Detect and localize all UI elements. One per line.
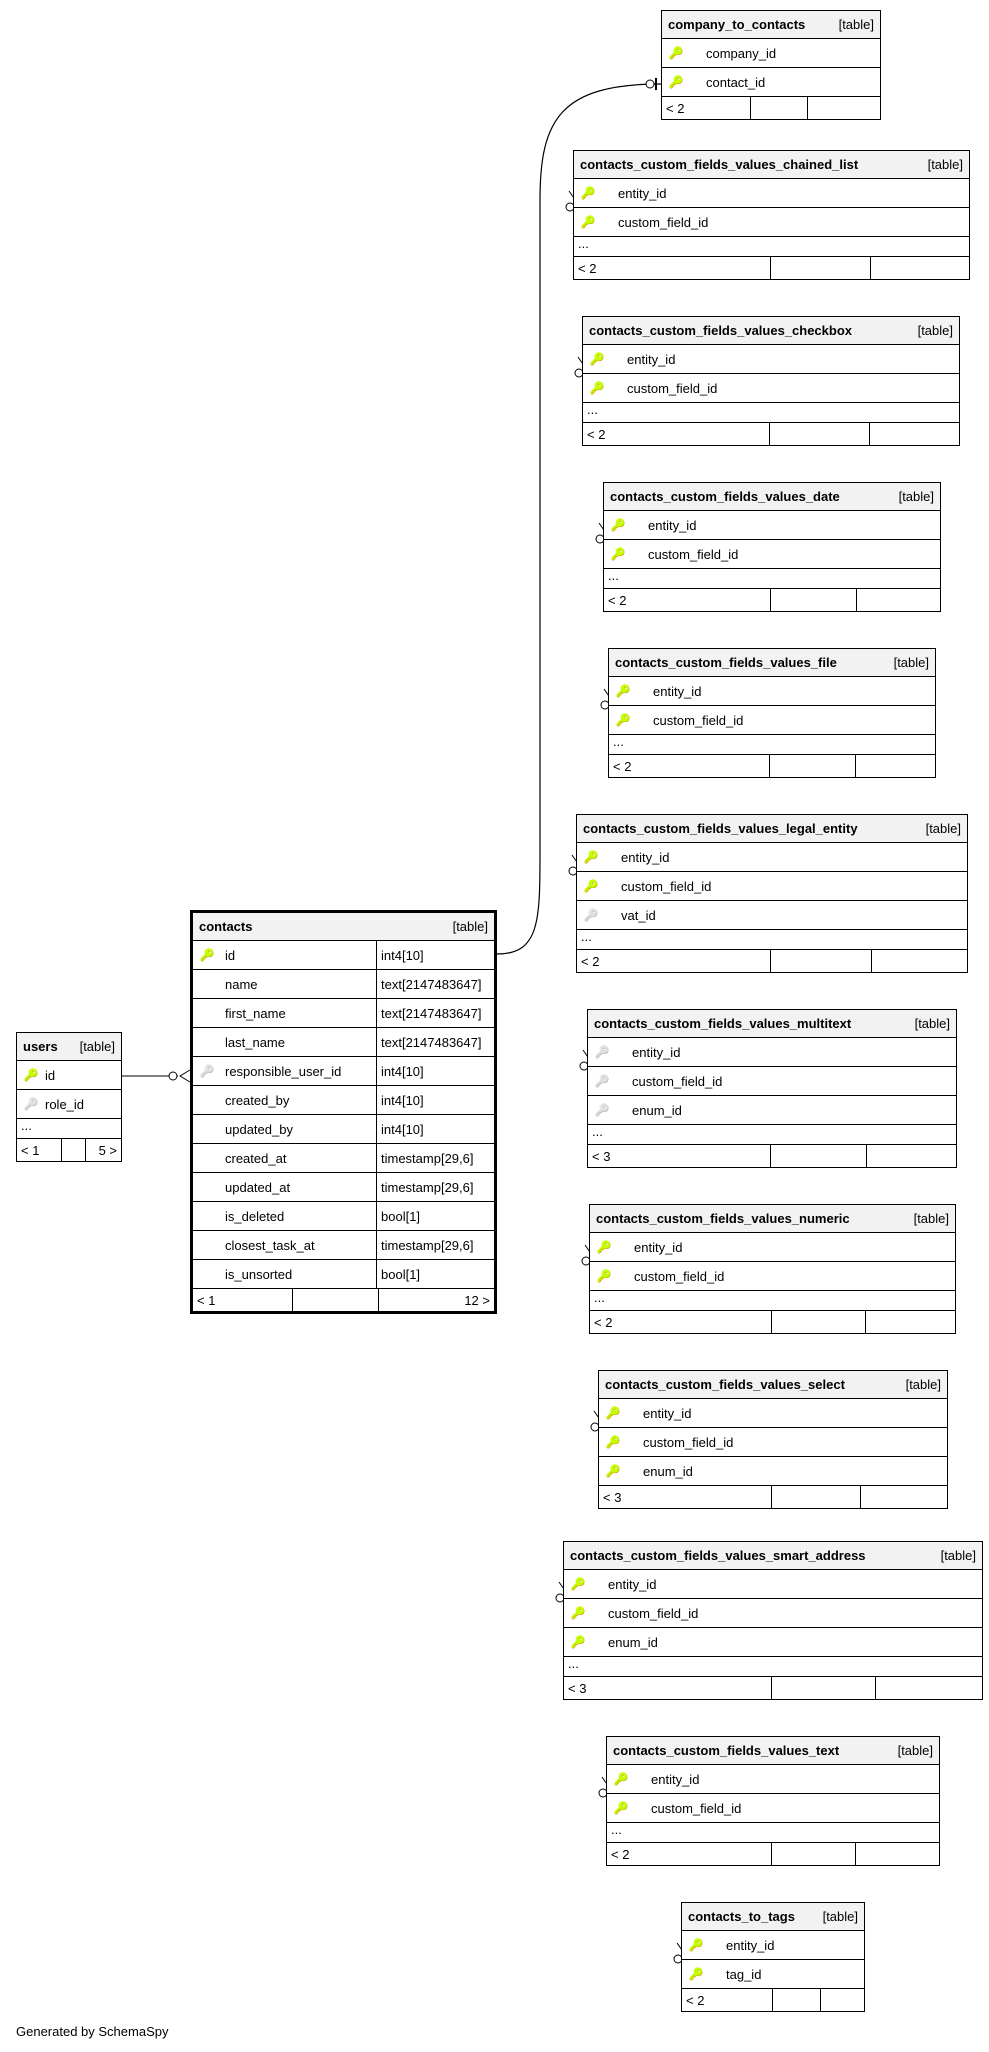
relationship-count[interactable]: [769, 755, 855, 777]
column-name: id: [45, 1067, 56, 1083]
relationship-count[interactable]: [770, 1145, 866, 1167]
crowfoot-marker: [180, 1070, 190, 1082]
table-contacts-to-tags[interactable]: [681, 1902, 865, 2012]
relationship-count[interactable]: [865, 1311, 953, 1333]
foreign-key-icon: 🔑: [594, 1103, 610, 1117]
column-name: is_unsorted: [225, 1266, 293, 1282]
relationship-count[interactable]: [875, 1677, 980, 1699]
table-footer: [574, 257, 969, 279]
column-name: responsible_user_id: [225, 1063, 342, 1079]
table-row[interactable]: [577, 872, 967, 901]
table-type-tag: [table]: [838, 17, 874, 32]
column-name: custom_field_id: [621, 878, 712, 894]
relationship-count[interactable]: [807, 97, 878, 119]
table-contacts-custom-fields-values-select[interactable]: [598, 1370, 948, 1509]
column-type: text[2147483647]: [376, 1028, 494, 1056]
column-name: custom_field_id: [653, 712, 744, 728]
optional-marker: [169, 1072, 177, 1080]
primary-key-icon: 🔑: [610, 518, 626, 532]
column-name: custom_field_id: [648, 546, 739, 562]
column-name: entity_id: [643, 1405, 692, 1421]
table-row[interactable]: [607, 1794, 939, 1823]
column-name: role_id: [45, 1096, 85, 1112]
relationship-count[interactable]: 5 >: [85, 1139, 121, 1161]
table-name[interactable]: contacts_custom_fields_values_checkbox: [589, 323, 853, 338]
relationship-count[interactable]: < 2: [666, 100, 685, 116]
primary-key-icon: 🔑: [605, 1406, 621, 1420]
primary-key-icon: 🔑: [688, 1967, 704, 1981]
table-type-tag: [table]: [822, 1909, 858, 1924]
relationship-count[interactable]: 12 >: [378, 1289, 494, 1311]
table-type-tag: [table]: [914, 1016, 950, 1031]
primary-key-icon: 🔑: [610, 547, 626, 561]
relationship-count[interactable]: < 2: [578, 260, 597, 276]
table-header: [17, 1033, 121, 1061]
column-type: bool[1]: [376, 1202, 494, 1230]
table-name[interactable]: users: [23, 1039, 58, 1054]
table-header: [599, 1371, 947, 1399]
table-row[interactable]: [17, 1061, 121, 1090]
relationship-count[interactable]: < 2: [611, 1846, 630, 1862]
table-row[interactable]: [599, 1399, 947, 1428]
table-name[interactable]: contacts_custom_fields_values_file: [615, 655, 837, 670]
column-type: int4[10]: [376, 941, 494, 969]
column-name: enum_id: [643, 1463, 693, 1479]
table-contacts-custom-fields-values-date[interactable]: [603, 482, 941, 612]
relationship-count[interactable]: [769, 423, 869, 445]
table-name[interactable]: contacts_custom_fields_values_smart_address: [570, 1548, 866, 1563]
column-name: id: [225, 947, 236, 963]
relationship-count[interactable]: < 2: [587, 426, 606, 442]
relationship-count[interactable]: [869, 423, 957, 445]
column-name: custom_field_id: [643, 1434, 734, 1450]
table-header: [604, 483, 940, 511]
table-row[interactable]: [193, 1057, 494, 1086]
relationship-count[interactable]: [771, 1486, 860, 1508]
table-row[interactable]: [583, 345, 959, 374]
more-columns-ellipsis: ...: [577, 930, 967, 950]
table-header: [609, 649, 935, 677]
column-name: updated_at: [225, 1179, 291, 1195]
column-name: company_id: [706, 45, 777, 61]
table-row[interactable]: [609, 706, 935, 735]
table-type-tag: [table]: [452, 919, 488, 934]
table-name[interactable]: contacts_to_tags: [688, 1909, 795, 1924]
table-row[interactable]: [577, 843, 967, 872]
table-header: [193, 913, 494, 941]
generated-by-footer: Generated by SchemaSpy: [16, 2024, 169, 2039]
table-row[interactable]: [193, 941, 494, 970]
table-type-tag: [table]: [898, 489, 934, 504]
relationship-count[interactable]: < 3: [603, 1489, 622, 1505]
primary-key-icon: 🔑: [596, 1240, 612, 1254]
table-row[interactable]: [604, 540, 940, 569]
column-name: updated_by: [225, 1121, 293, 1137]
table-name[interactable]: contacts_custom_fields_values_chained_list: [580, 157, 859, 172]
optional-marker: [646, 80, 654, 88]
table-footer: [662, 97, 880, 119]
column-name: name: [225, 976, 258, 992]
table-header: [574, 151, 969, 179]
column-type: text[2147483647]: [376, 999, 494, 1027]
table-row[interactable]: [574, 179, 969, 208]
relationship-count[interactable]: < 1: [21, 1142, 40, 1158]
relationship-count[interactable]: [770, 950, 871, 972]
column-name: entity_id: [634, 1239, 683, 1255]
table-header: [590, 1205, 955, 1233]
table-row[interactable]: [193, 1028, 494, 1057]
table-name[interactable]: contacts: [199, 919, 253, 934]
column-name: custom_field_id: [632, 1073, 723, 1089]
relationship-count[interactable]: [871, 950, 965, 972]
relationship-count[interactable]: < 2: [594, 1314, 613, 1330]
column-name: last_name: [225, 1034, 285, 1050]
relationship-count[interactable]: [770, 589, 856, 611]
table-type-tag: [table]: [905, 1377, 941, 1392]
table-type-tag: [table]: [897, 1743, 933, 1758]
primary-key-icon: 🔑: [615, 713, 631, 727]
table-header: [564, 1542, 982, 1570]
primary-key-icon: 🔑: [199, 948, 215, 962]
table-row[interactable]: [193, 1202, 494, 1231]
primary-key-icon: 🔑: [583, 879, 599, 893]
column-type: text[2147483647]: [376, 970, 494, 998]
table-footer: [604, 589, 940, 611]
column-name: closest_task_at: [225, 1237, 315, 1253]
table-row[interactable]: [662, 68, 880, 97]
table-row[interactable]: [588, 1038, 956, 1067]
primary-key-icon: 🔑: [668, 46, 684, 60]
table-footer: [564, 1677, 982, 1699]
relationship-count[interactable]: [856, 589, 938, 611]
table-users[interactable]: [16, 1032, 122, 1162]
table-type-tag: [table]: [913, 1211, 949, 1226]
table-contacts-custom-fields-values-text[interactable]: [606, 1736, 940, 1866]
table-name[interactable]: contacts_custom_fields_values_select: [605, 1377, 845, 1392]
relationship-count[interactable]: [771, 1311, 865, 1333]
table-row[interactable]: [193, 970, 494, 999]
column-name: first_name: [225, 1005, 286, 1021]
table-footer: [609, 755, 935, 777]
table-row[interactable]: [193, 1144, 494, 1173]
table-row[interactable]: [609, 677, 935, 706]
table-footer: [577, 950, 967, 972]
table-row[interactable]: [588, 1067, 956, 1096]
primary-key-icon: 🔑: [589, 381, 605, 395]
relationship-count[interactable]: [770, 257, 870, 279]
column-type: int4[10]: [376, 1115, 494, 1143]
column-name: tag_id: [726, 1966, 762, 1982]
relationship-count[interactable]: [292, 1289, 378, 1311]
relationship-count[interactable]: < 2: [613, 758, 632, 774]
primary-key-icon: 🔑: [596, 1269, 612, 1283]
table-contacts-custom-fields-values-chained-list[interactable]: [573, 150, 970, 280]
table-contacts-custom-fields-values-smart-address[interactable]: [563, 1541, 983, 1700]
column-type: timestamp[29,6]: [376, 1231, 494, 1259]
column-name: custom_field_id: [634, 1268, 725, 1284]
relationship-count[interactable]: [855, 755, 933, 777]
more-columns-ellipsis: ...: [583, 403, 959, 423]
table-row[interactable]: [662, 39, 880, 68]
column-type: timestamp[29,6]: [376, 1144, 494, 1172]
more-columns-ellipsis: ...: [574, 237, 969, 257]
column-name: custom_field_id: [651, 1800, 742, 1816]
table-row[interactable]: [682, 1960, 864, 1989]
more-columns-ellipsis: ...: [604, 569, 940, 589]
column-name: entity_id: [632, 1044, 681, 1060]
table-row[interactable]: [590, 1262, 955, 1291]
column-name: entity_id: [608, 1576, 657, 1592]
table-row[interactable]: [588, 1096, 956, 1125]
table-footer: [17, 1139, 121, 1161]
column-name: contact_id: [706, 74, 766, 90]
foreign-key-icon: 🔑: [594, 1074, 610, 1088]
column-name: enum_id: [608, 1634, 658, 1650]
table-name[interactable]: contacts_custom_fields_values_date: [610, 489, 840, 504]
relationship-count[interactable]: < 2: [608, 592, 627, 608]
table-row[interactable]: [193, 1115, 494, 1144]
table-footer: [583, 423, 959, 445]
primary-key-icon: 🔑: [570, 1577, 586, 1591]
table-contacts-custom-fields-values-numeric[interactable]: [589, 1204, 956, 1334]
relationship-count[interactable]: [860, 1486, 945, 1508]
foreign-key-icon: 🔑: [199, 1064, 215, 1078]
table-contacts-custom-fields-values-checkbox[interactable]: [582, 316, 960, 446]
primary-key-icon: 🔑: [668, 75, 684, 89]
more-columns-ellipsis: ...: [609, 735, 935, 755]
relationship-count[interactable]: [771, 1677, 875, 1699]
table-header: [662, 11, 880, 39]
table-contacts-custom-fields-values-file[interactable]: [608, 648, 936, 778]
table-name[interactable]: contacts_custom_fields_values_multitext: [594, 1016, 852, 1031]
column-type: timestamp[29,6]: [376, 1173, 494, 1201]
table-header: [577, 815, 967, 843]
primary-key-icon: 🔑: [688, 1938, 704, 1952]
table-header: [607, 1737, 939, 1765]
table-footer: [588, 1145, 956, 1167]
column-name: custom_field_id: [618, 214, 709, 230]
table-header: [588, 1010, 956, 1038]
table-row[interactable]: [682, 1931, 864, 1960]
primary-key-icon: 🔑: [605, 1435, 621, 1449]
table-name[interactable]: company_to_contacts: [668, 17, 806, 32]
table-name[interactable]: contacts_custom_fields_values_legal_entity: [583, 821, 858, 836]
table-name[interactable]: contacts_custom_fields_values_text: [613, 1743, 840, 1758]
column-name: custom_field_id: [627, 380, 718, 396]
relationship-count[interactable]: < 1: [197, 1292, 216, 1308]
table-row[interactable]: [577, 901, 967, 930]
column-name: entity_id: [627, 351, 676, 367]
primary-key-icon: 🔑: [613, 1801, 629, 1815]
relationship-count[interactable]: [772, 1989, 820, 2011]
table-footer: [599, 1486, 947, 1508]
more-columns-ellipsis: ...: [564, 1657, 982, 1677]
table-row[interactable]: [590, 1233, 955, 1262]
primary-key-icon: 🔑: [613, 1772, 629, 1786]
foreign-key-icon: 🔑: [23, 1097, 39, 1111]
table-contacts[interactable]: [190, 910, 497, 1314]
table-contacts-custom-fields-values-legal-entity[interactable]: [576, 814, 968, 973]
table-row[interactable]: [604, 511, 940, 540]
primary-key-icon: 🔑: [615, 684, 631, 698]
table-row[interactable]: [599, 1457, 947, 1486]
primary-key-icon: 🔑: [580, 186, 596, 200]
table-row[interactable]: [193, 1086, 494, 1115]
more-columns-ellipsis: ...: [588, 1125, 956, 1145]
column-name: entity_id: [648, 517, 697, 533]
table-row[interactable]: [607, 1765, 939, 1794]
column-name: custom_field_id: [608, 1605, 699, 1621]
table-row[interactable]: [17, 1090, 121, 1119]
table-footer: [590, 1311, 955, 1333]
table-contacts-custom-fields-values-multitext[interactable]: [587, 1009, 957, 1168]
table-name[interactable]: contacts_custom_fields_values_numeric: [596, 1211, 850, 1226]
primary-key-icon: 🔑: [583, 850, 599, 864]
table-row[interactable]: [574, 208, 969, 237]
table-type-tag: [table]: [940, 1548, 976, 1563]
column-type: bool[1]: [376, 1260, 494, 1288]
table-row[interactable]: [564, 1570, 982, 1599]
relationship-count[interactable]: < 2: [686, 1992, 705, 2008]
table-type-tag: [table]: [927, 157, 963, 172]
relationship-count[interactable]: < 3: [592, 1148, 611, 1164]
foreign-key-icon: 🔑: [583, 908, 599, 922]
table-row[interactable]: [583, 374, 959, 403]
relationship-count[interactable]: < 3: [568, 1680, 587, 1696]
table-footer: [607, 1843, 939, 1865]
table-company-to-contacts[interactable]: [661, 10, 881, 120]
table-row[interactable]: [193, 1260, 494, 1289]
primary-key-icon: 🔑: [589, 352, 605, 366]
relationship-count[interactable]: [866, 1145, 954, 1167]
primary-key-icon: 🔑: [570, 1635, 586, 1649]
primary-key-icon: 🔑: [23, 1068, 39, 1082]
more-columns-ellipsis: ...: [607, 1823, 939, 1843]
column-type: int4[10]: [376, 1057, 494, 1085]
table-type-tag: [table]: [79, 1039, 115, 1054]
primary-key-icon: 🔑: [580, 215, 596, 229]
column-name: entity_id: [618, 185, 667, 201]
relationship-count[interactable]: [855, 1843, 937, 1865]
column-name: vat_id: [621, 907, 656, 923]
table-footer: [682, 1989, 864, 2011]
more-columns-ellipsis: ...: [17, 1119, 121, 1139]
table-type-tag: [table]: [925, 821, 961, 836]
column-name: entity_id: [726, 1937, 775, 1953]
column-name: created_by: [225, 1092, 290, 1108]
table-row[interactable]: [193, 1231, 494, 1260]
table-header: [583, 317, 959, 345]
table-type-tag: [table]: [893, 655, 929, 670]
table-row[interactable]: [193, 999, 494, 1028]
table-type-tag: [table]: [917, 323, 953, 338]
table-footer: [193, 1289, 494, 1311]
relationship-count[interactable]: [870, 257, 967, 279]
relationship-count[interactable]: [61, 1139, 85, 1161]
table-header: [682, 1903, 864, 1931]
column-name: entity_id: [653, 683, 702, 699]
relationship-count[interactable]: < 2: [581, 953, 600, 969]
table-row[interactable]: [193, 1173, 494, 1202]
column-name: is_deleted: [225, 1208, 285, 1224]
foreign-key-icon: 🔑: [594, 1045, 610, 1059]
column-name: entity_id: [621, 849, 670, 865]
relationship-count[interactable]: [820, 1989, 862, 2011]
primary-key-icon: 🔑: [605, 1464, 621, 1478]
table-row[interactable]: [564, 1628, 982, 1657]
column-name: enum_id: [632, 1102, 682, 1118]
relationship-count[interactable]: [750, 97, 807, 119]
relationship-count[interactable]: [771, 1843, 855, 1865]
table-row[interactable]: [564, 1599, 982, 1628]
column-type: int4[10]: [376, 1086, 494, 1114]
primary-key-icon: 🔑: [570, 1606, 586, 1620]
column-name: created_at: [225, 1150, 287, 1166]
table-row[interactable]: [599, 1428, 947, 1457]
column-name: entity_id: [651, 1771, 700, 1787]
more-columns-ellipsis: ...: [590, 1291, 955, 1311]
